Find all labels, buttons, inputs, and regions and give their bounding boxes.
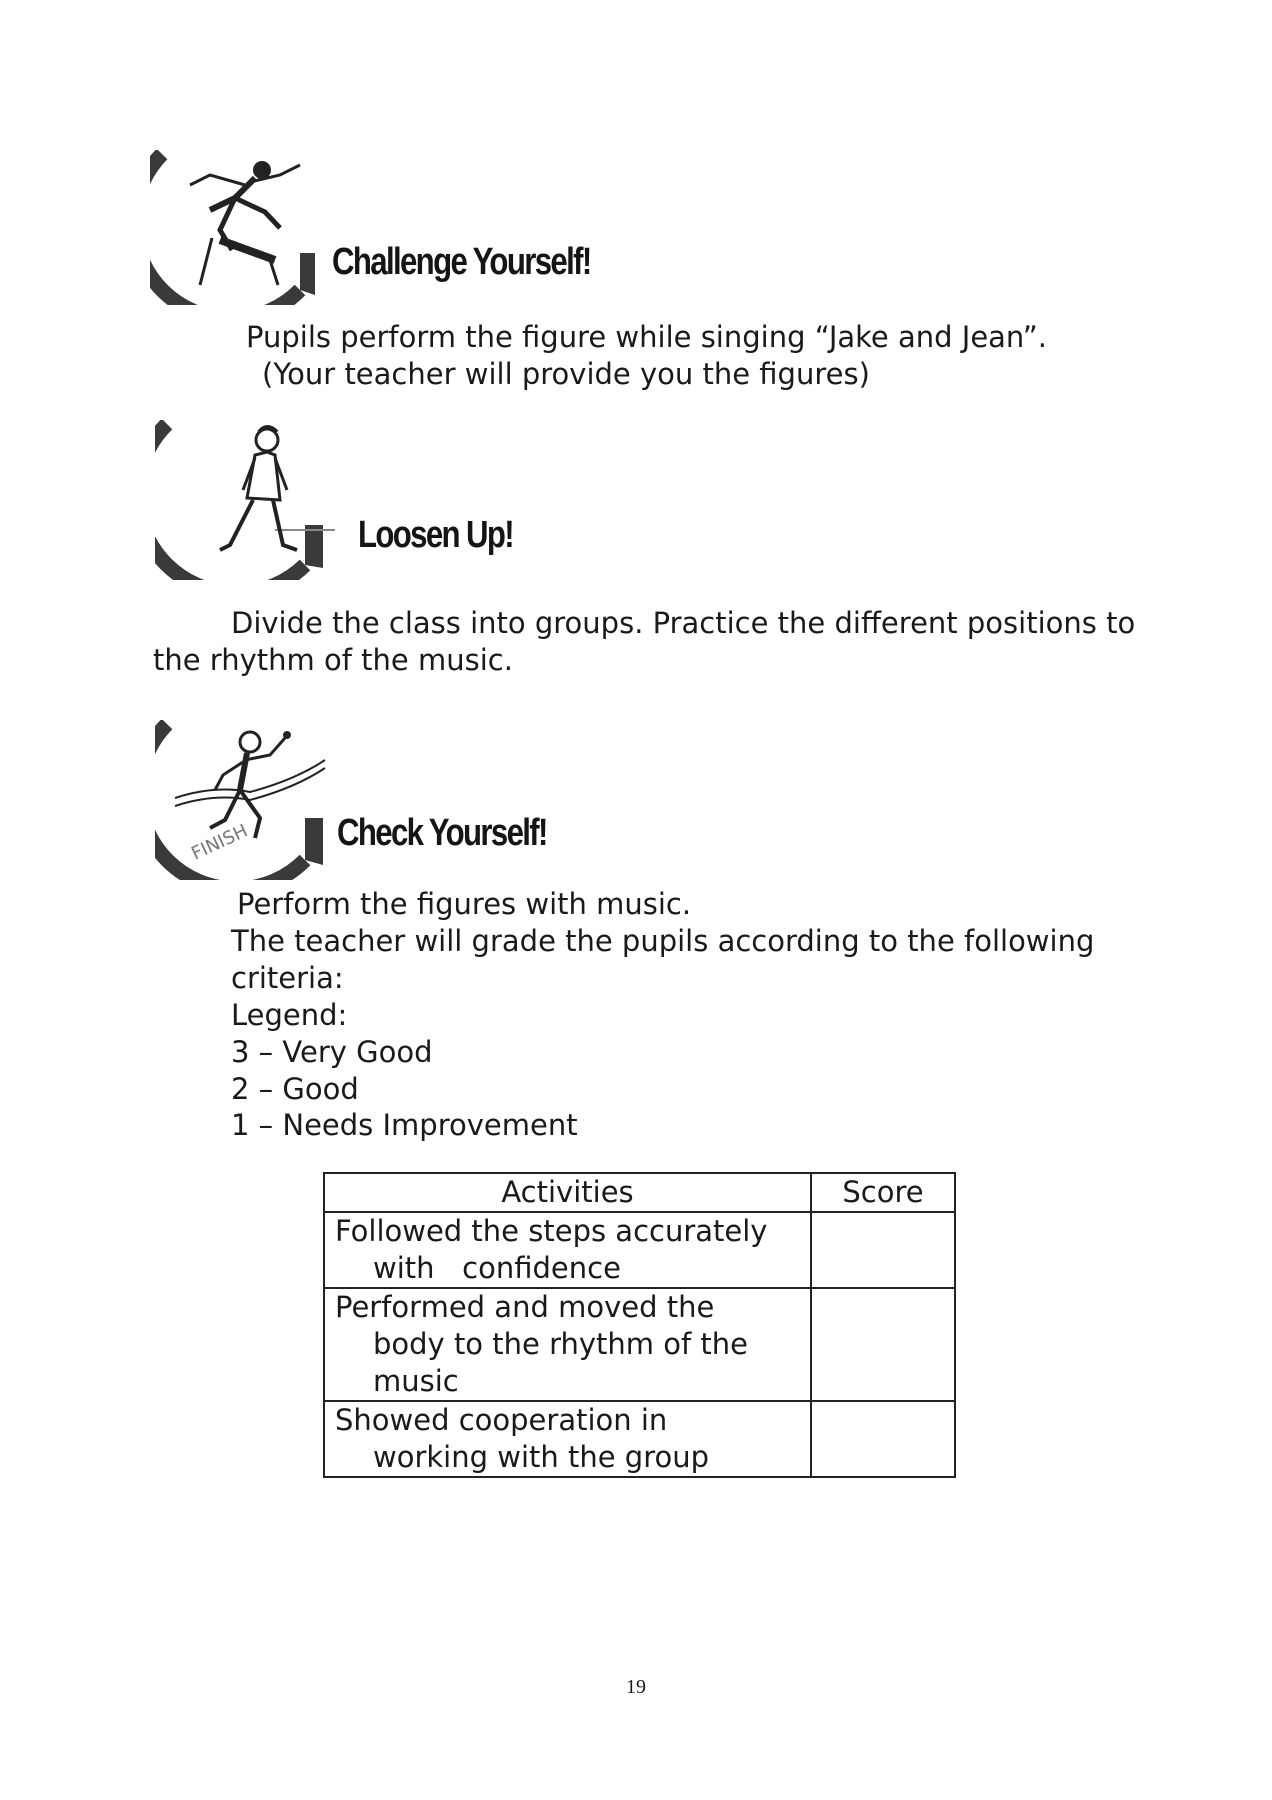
walking-man-icon (155, 420, 355, 580)
activity-text: body to the rhythm of the (373, 1327, 749, 1361)
activity-text: working with the group (373, 1440, 710, 1474)
score-header: Score (811, 1173, 955, 1212)
loosen-instruction-cont: the rhythm of the music. (153, 643, 513, 677)
challenge-instruction: Pupils perform the figure while singing “Jake and Jean”. (246, 320, 1047, 354)
activity-text: with confidence (373, 1251, 621, 1285)
loosen-instruction: Divide the class into groups. Practice the different positions to (231, 606, 1136, 640)
check-grading-note: The teacher will grade the pupils according to the following (231, 924, 1095, 958)
legend-item: 2 – Good (231, 1072, 359, 1106)
challenge-note: (Your teacher will provide you the figures) (262, 357, 870, 391)
activity-cell (324, 1212, 811, 1288)
score-cell[interactable] (811, 1212, 955, 1288)
table-header-row (324, 1173, 955, 1212)
activity-text: Performed and moved the (335, 1290, 715, 1324)
activity-text: Followed the steps accurately (335, 1214, 768, 1248)
table-row (324, 1401, 955, 1477)
score-cell[interactable] (811, 1401, 955, 1477)
legend-label: Legend: (231, 998, 348, 1032)
check-grading-note-cont: criteria: (231, 961, 344, 995)
hurdler-icon (150, 150, 340, 305)
page-number: 19 (626, 1676, 646, 1698)
activity-cell (324, 1401, 811, 1477)
score-cell[interactable] (811, 1288, 955, 1401)
rubric-table (323, 1172, 956, 1478)
check-instruction: Perform the figures with music. (237, 887, 692, 921)
challenge-heading: Challenge Yourself! (332, 241, 591, 283)
activity-text: Showed cooperation in (335, 1403, 668, 1437)
legend-item: 1 – Needs Improvement (231, 1108, 578, 1142)
svg-text:FINISH: FINISH (188, 820, 251, 865)
activity-cell (324, 1288, 811, 1401)
activities-header: Activities (324, 1173, 811, 1212)
finish-line-runner-icon (155, 720, 355, 880)
activity-text: music (373, 1364, 459, 1398)
check-heading: Check Yourself! (337, 812, 547, 854)
loosen-heading: Loosen Up! (358, 514, 513, 556)
table-row (324, 1212, 955, 1288)
legend-item: 3 – Very Good (231, 1035, 433, 1069)
table-row (324, 1288, 955, 1401)
